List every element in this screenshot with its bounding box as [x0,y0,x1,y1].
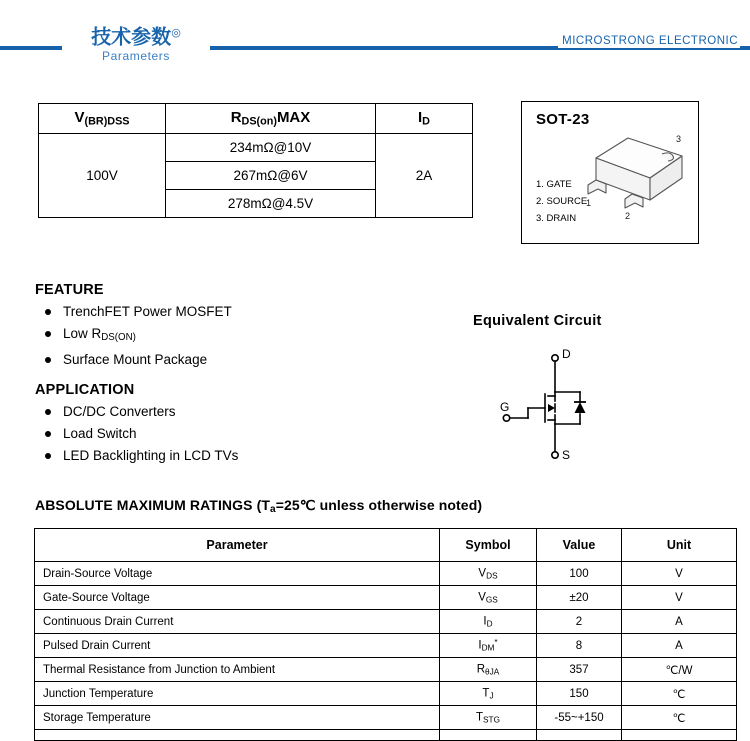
table-row [35,658,737,682]
table-header-row [35,529,737,562]
clipped-row-value [537,730,622,741]
row-3-unit: A [622,634,737,658]
id-subscript: D [422,115,430,128]
clipped-row-unit [622,730,737,741]
application-item-0-text: DC/DC Converters [63,404,176,419]
id-symbol: I [418,109,423,127]
symbol-main: T [475,711,484,724]
row-0-symbol [440,562,537,586]
row-6-unit: ℃ [622,706,737,730]
application-section-title: APPLICATION [35,382,135,398]
logo-chinese-label: 技术参数 [91,24,172,49]
registered-mark-icon: ◎ [171,26,181,39]
vbrdss-value: 100V [39,134,166,218]
bullet-dot-icon [45,357,51,363]
symbol-sub: DS [486,571,498,581]
sot23-package-drawing [584,124,696,224]
source-terminal-label: S [562,448,571,462]
row-4-parameter: Thermal Resistance from Junction to Ambient [35,658,440,682]
row-6-value: -55~+150 [537,706,622,730]
table-header-row [39,104,473,134]
row-5-value: 150 [537,682,622,706]
table-row [35,634,737,658]
symbol-main: T [482,687,490,700]
vbrdss-header [39,104,166,134]
table-row [39,134,473,162]
table-row [35,610,737,634]
bullet-dot-icon [45,409,51,415]
drain-terminal-label: D [562,348,571,361]
logo-english-label: Parameters [101,48,171,63]
key-specifications-table [38,103,473,218]
table-row-clipped [35,730,737,741]
row-2-parameter: Continuous Drain Current [35,610,440,634]
amr-title-subscript: a [269,504,276,516]
id-value: 2A [376,134,473,218]
list-item [37,401,238,423]
symbol-sub: J [489,691,494,701]
row-2-unit: A [622,610,737,634]
symbol-main: V [478,567,487,580]
row-3-symbol [440,634,537,658]
row-1-parameter: Gate-Source Voltage [35,586,440,610]
feature-item-0-text: TrenchFET Power MOSFET [63,304,232,319]
row-5-parameter: Junction Temperature [35,682,440,706]
row-1-value: ±20 [537,586,622,610]
gate-terminal-label: G [500,400,510,414]
amr-title-prefix: ABSOLUTE MAXIMUM RATINGS (T [35,497,270,513]
application-item-2-text: LED Backlighting in LCD TVs [63,448,239,463]
rdson-header [166,104,376,134]
bullet-dot-icon [45,431,51,437]
row-3-value: 8 [537,634,622,658]
rdson-value-1: 267mΩ@6V [166,162,376,190]
column-header-unit: Unit [622,529,737,562]
row-4-unit: ℃/W [622,658,737,682]
bullet-dot-icon [45,453,51,459]
table-row [35,682,737,706]
row-1-unit: V [622,586,737,610]
row-6-symbol [440,706,537,730]
package-title: SOT-23 [536,111,590,128]
table-row [35,562,737,586]
vbrdss-subscript: (BR)DSS [84,115,130,128]
feature-list [37,301,232,371]
list-item [37,445,238,467]
bullet-dot-icon [45,331,51,337]
abs-max-ratings-table [34,528,737,741]
table-row [35,706,737,730]
symbol-sub: STG [483,715,501,725]
row-1-symbol [440,586,537,610]
vbrdss-symbol: V [74,109,85,127]
pin-number-3: 3 [676,134,682,144]
row-2-value: 2 [537,610,622,634]
feature-item-1-subscript: DS(ON) [101,332,136,344]
pin-2-label: 2. SOURCE [536,196,588,207]
row-2-symbol [440,610,537,634]
pin-3-label: 3. DRAIN [536,213,577,224]
row-5-symbol [440,682,537,706]
logo-chinese-text [66,22,206,48]
company-logo [62,22,210,64]
symbol-main: R [476,663,486,676]
clipped-row-symbol [440,730,537,741]
row-0-unit: V [622,562,737,586]
pin-number-2: 2 [625,211,631,221]
row-6-parameter: Storage Temperature [35,706,440,730]
rdson-value-2: 278mΩ@4.5V [166,190,376,218]
abs-max-ratings-title [35,497,482,515]
symbol-sub: DM [481,643,495,653]
list-item [37,423,238,445]
bullet-dot-icon [45,309,51,315]
symbol-sub: θJA [485,667,500,677]
application-list [37,401,238,467]
clipped-row-parameter [35,730,440,741]
feature-section-title: FEATURE [35,282,104,298]
list-item [37,301,232,323]
id-header [376,104,473,134]
column-header-symbol: Symbol [440,529,537,562]
row-3-parameter: Pulsed Drain Current [35,634,440,658]
table-row [35,586,737,610]
row-4-symbol [440,658,537,682]
symbol-sub: GS [485,595,498,605]
equivalent-circuit-diagram [500,348,610,463]
equivalent-circuit-title: Equivalent Circuit [473,313,602,329]
row-0-parameter: Drain-Source Voltage [35,562,440,586]
brand-name-label: MICROSTRONG ELECTRONIC [558,35,740,48]
feature-item-1-text: Low R [63,326,102,341]
rdson-subscript: DS(on) [241,115,277,128]
pin-1-label: 1. GATE [536,179,572,190]
symbol-sup: * [494,638,498,648]
rdson-max-label: MAX [276,109,311,127]
feature-item-2-text: Surface Mount Package [63,352,208,368]
page-header [0,0,750,72]
package-pin-list [536,176,587,227]
symbol-sub: D [486,619,493,629]
rdson-symbol: R [230,109,242,127]
list-item [37,349,232,371]
package-outline-box [521,101,699,244]
row-5-unit: ℃ [622,682,737,706]
rdson-value-0: 234mΩ@10V [166,134,376,162]
row-0-value: 100 [537,562,622,586]
column-header-value: Value [537,529,622,562]
application-item-1-text: Load Switch [63,426,137,441]
symbol-main: V [478,591,486,604]
column-header-parameter: Parameter [35,529,440,562]
symbol-main: I [483,615,487,628]
row-4-value: 357 [537,658,622,682]
list-item [37,323,232,349]
pin-number-1: 1 [586,198,592,208]
symbol-main: I [478,639,482,652]
amr-title-suffix: =25℃ unless otherwise noted) [275,497,483,513]
